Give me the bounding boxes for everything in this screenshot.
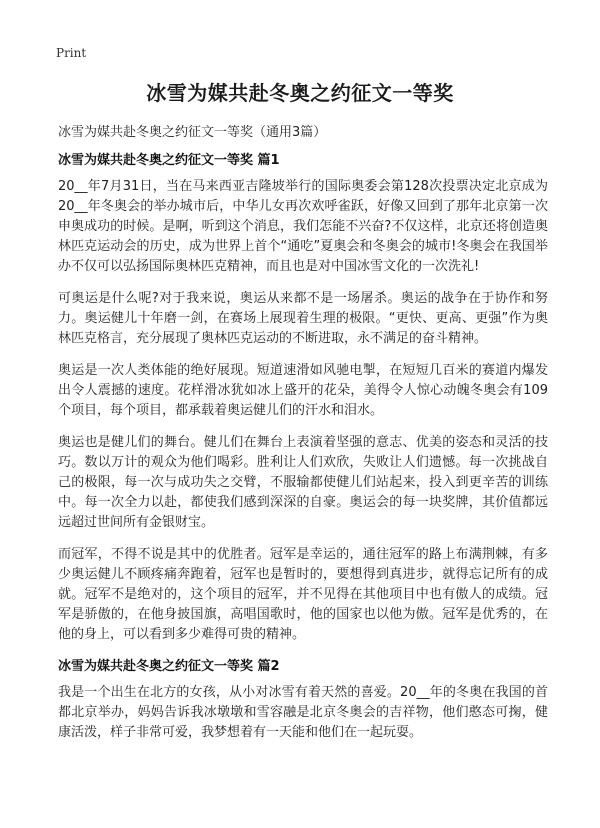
paragraph: 奥运是一次人类体能的绝好展现。短道速滑如风驰电掣，在短短几百米的赛道内爆发出令人震撼的速度。花样滑冰犹如冰上盛开的花朵，美得令人惊心动魄冬奥会有109个项目，每个项目，都承载着奥运健儿们的汗水和泪水。 (58, 363, 548, 418)
paragraph: 可奥运是什么呢?对于我来说，奥运从来都不是一场屠杀。奥运的战争在于协作和努力。奥运健儿十年磨一剑，在赛场上展现着生理的极限。“更快、更高、更强”作为奥林匹克格言，充分展现了奥林匹克运动的不断进取，永不满足的奋斗精神。 (58, 291, 548, 346)
section-heading-2: 冰雪为媒共赴冬奥之约征文一等奖 篇2 (58, 659, 280, 674)
section-heading-1: 冰雪为媒共赴冬奥之约征文一等奖 篇1 (58, 153, 280, 168)
paragraph: 奥运也是健儿们的舞台。健儿们在舞台上表演着坚强的意志、优美的姿态和灵活的技巧。数以万计的观众为他们喝彩。胜利让人们欢欣，失败让人们遗憾。每一次挑战自己的极限，每一次与成功失之交臂，不服输都使健儿们站起来，投入到更辛苦的训练中。每一次全力以赴，都使我们感到深深的自豪。奥运会的每一块奖牌，其价值都远远超过世间所有金银财宝。 (58, 435, 548, 530)
paragraph: 我是一个出生在北方的女孩，从小对冰雪有着天然的喜爱。20__年的冬奥在我国的首都北京举办，妈妈告诉我冰墩墩和雪容融是北京冬奥会的吉祥物，他们憨态可掬，健康活泼，样子非常可爱，我梦想着有一天能和他们在一起玩耍。 (58, 685, 548, 740)
document-subtitle: 冰雪为媒共赴冬奥之约征文一等奖（通用3篇） (58, 125, 327, 140)
article-body (58, 150, 548, 755)
page-title: 冰雪为媒共赴冬奥之约征文一等奖 (146, 81, 454, 105)
paragraph: 20__年7月31日，当在马来西亚吉隆坡举行的国际奥委会第128次投票决定北京成为20__年冬奥会的举办城市后，中华儿女再次欢呼雀跃，好像又回到了那年北京第一次申奥成功的时候。是啊，听到这个消息，我们怎能不兴奋?不仅这样，北京还将创造奥林匹克运动会的历史，成为世界上首个“通吃”夏奥会和冬奥会的城市!冬奥会在我国举办不仅可以弘扬国际奥林匹克精神，而且也是对中国冰雪文化的一次洗礼! (58, 179, 548, 274)
paragraph: 而冠军，不得不说是其中的优胜者。冠军是幸运的，通往冠军的路上布满荆棘，有多少奥运健儿不顾疼痛奔跑着，冠军也是暂时的，要想得到真进步，就得忘记所有的成就。冠军不是绝对的，这个项目的冠军，并不见得在其他项目中也有傲人的成绩。冠军是骄傲的，在他身披国旗，高唱国歌时，他的国家也以他为傲。冠军是优秀的，在他的身上，可以看到多少难得可贵的精神。 (58, 547, 548, 642)
print-link[interactable]: Print (56, 46, 87, 60)
